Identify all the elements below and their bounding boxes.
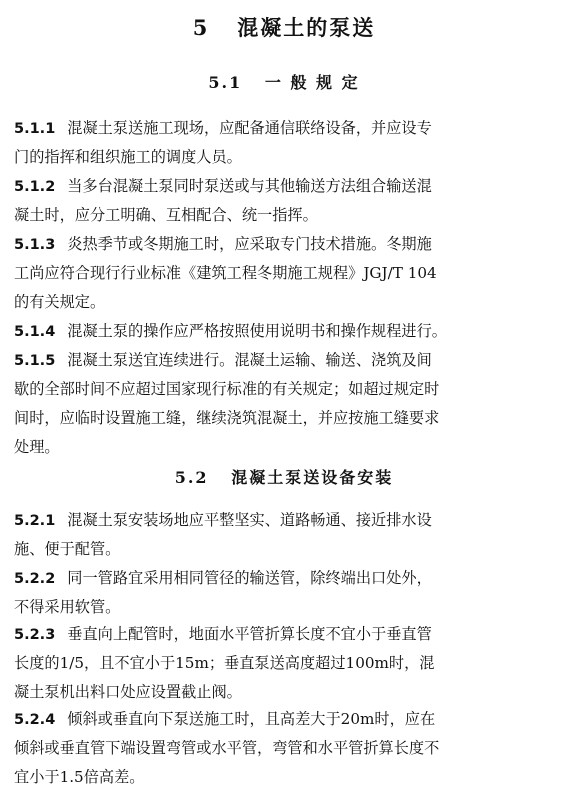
clause-line: [14, 346, 562, 375]
clause-number: 5.1.2: [14, 179, 56, 195]
clause-line: 歇的全部时间不应超过国家现行标准的有关规定；如超过规定时: [14, 380, 440, 398]
clause-text: 混凝土泵安装场地应平整坚实、道路畅通、接近排水设: [67, 511, 432, 529]
clause-number: 5.2.1: [14, 513, 56, 529]
clause-text: 当多台混凝土泵同时泵送或与其他输送方法组合输送混: [67, 177, 432, 195]
clause-text: 垂直向上配管时，地面水平管折算长度不宜小于垂直管: [67, 625, 432, 643]
clause-line: 凝土泵机出料口处应设置截止阀。: [14, 683, 242, 701]
clause-line: [14, 620, 562, 649]
clause-5-1-4: [14, 317, 562, 346]
clause-text: 混凝土泵的操作应严格按照使用说明书和操作规程进行。: [67, 322, 447, 340]
clause-number: 5.1.3: [14, 237, 56, 253]
clause-text: 混凝土泵送宜连续进行。混凝土运输、输送、浇筑及间: [67, 351, 432, 369]
clause-line: [14, 564, 562, 593]
clause-5-2-3: [14, 620, 562, 707]
clause-line: 施、便于配管。: [14, 540, 121, 558]
clause-line: [14, 705, 562, 734]
clause-text: 炎热季节或冬期施工时，应采取专门技术措施。冬期施: [67, 235, 432, 253]
clause-line: [14, 230, 562, 259]
clause-line: [14, 506, 562, 535]
clause-5-1-1: [14, 114, 562, 172]
clause-number: 5.1.5: [14, 353, 56, 369]
clause-5-2-1: [14, 506, 562, 564]
clause-line: 间时，应临时设置施工缝，继续浇筑混凝土，并应按施工缝要求: [14, 409, 440, 427]
clause-number: 5.2.2: [14, 571, 56, 587]
clause-number: 5.2.3: [14, 627, 56, 643]
clause-line: [14, 114, 562, 143]
clause-text: 倾斜或垂直向下泵送施工时，且高差大于20m时，应在: [67, 710, 436, 728]
clause-text: 同一管路宜采用相同管径的输送管，除终端出口处外，: [67, 569, 432, 587]
clause-line: 倾斜或垂直管下端设置弯管或水平管，弯管和水平管折算长度不: [14, 739, 440, 757]
clause-line: 处理。: [14, 438, 60, 456]
clause-line: 门的指挥和组织施工的调度人员。: [14, 148, 242, 166]
clause-number: 5.2.4: [14, 712, 56, 728]
clause-5-1-5: [14, 346, 562, 462]
clause-line: 宜小于1.5倍高差。: [14, 768, 145, 786]
clause-5-2-2: [14, 564, 562, 622]
clause-number: 5.1.4: [14, 324, 56, 340]
clause-line: [14, 172, 562, 201]
clause-5-1-2: [14, 172, 562, 230]
clause-line: 长度的1/5，且不宜小于15m；垂直泵送高度超过100m时，混: [14, 654, 435, 672]
clause-5-2-4: [14, 705, 562, 792]
clause-line: 工尚应符合现行行业标准《建筑工程冬期施工规程》JGJ/T 104: [14, 264, 437, 282]
clause-line: 的有关规定。: [14, 293, 106, 311]
clause-number: 5.1.1: [14, 121, 56, 137]
clause-text: 混凝土泵送施工现场，应配备通信联络设备，并应设专: [67, 119, 432, 137]
section-title-5-2: 5.2 混凝土泵送设备安装: [174, 468, 394, 487]
section-title-5-1: 5.1 一 般 规 定: [208, 73, 360, 92]
chapter-title: 5 混凝土的泵送: [192, 15, 376, 40]
clause-line: [14, 317, 562, 346]
clause-5-1-3: [14, 230, 562, 317]
clause-line: 不得采用软管。: [14, 598, 121, 616]
clause-line: 凝土时，应分工明确、互相配合、统一指挥。: [14, 206, 318, 224]
